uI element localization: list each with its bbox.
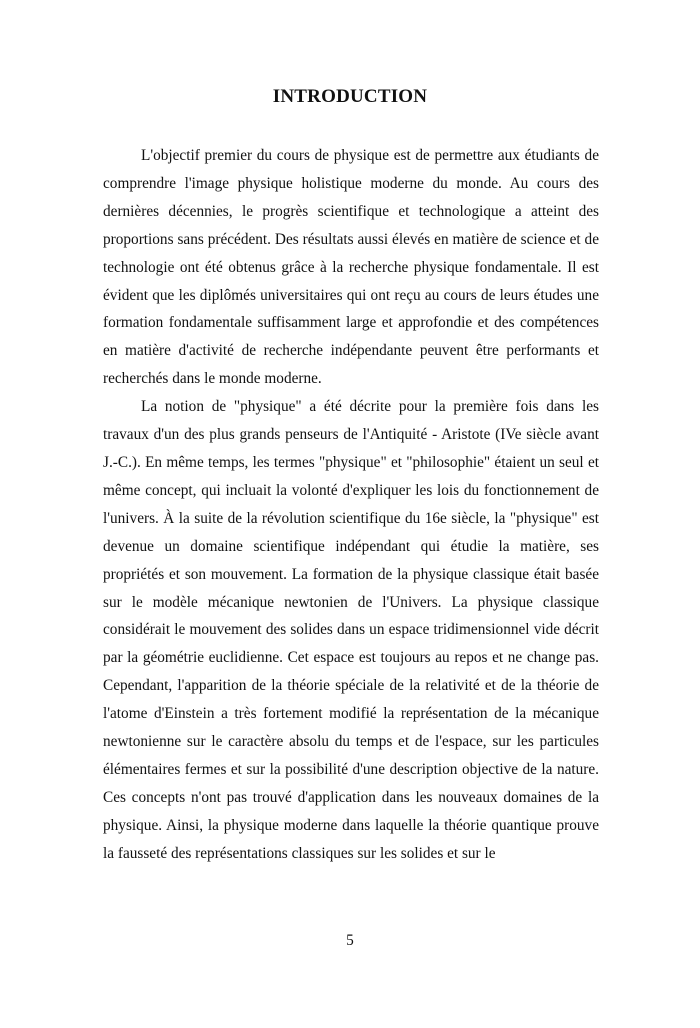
paragraph-1: L'objectif premier du cours de physique est de permettre aux étudiants de comprendre l'image physique holistique moderne du monde. Au cours des dernières décennies, le progrès scientifique et technologique a atteint des proportions sans précédent. Des résultats aussi élevés en matière de science et de technologie ont été obtenus grâce à la recherche physique fondamentale. Il est évident que les diplômés universitaires qui ont reçu au cours de leurs études une formation fondamentale suffisamment large et approfondie et des compétences en matière d'activité de recherche indépendante peuvent être performants et recherchés dans le monde moderne. bbox=[103, 147, 599, 388]
page-title: INTRODUCTION bbox=[272, 86, 428, 107]
body-text bbox=[103, 142, 599, 868]
paragraph-2: La notion de "physique" a été décrite pour la première fois dans les travaux d'un des plus grands penseurs de l'Antiquité - Aristote (IVe siècle avant J.-C.). En même temps, les termes "physique" et "philosophie" étaient un seul et même concept, qui incluait la volonté d'expliquer les lois du fonctionnement de l'univers. À la suite de la révolution scientifique du 16e siècle, la "physique" est devenue un domaine scientifique indépendant qui étudie la matière, ses propriétés et son mouvement. La formation de la physique classique était basée sur le modèle mécanique newtonien de l'Univers. La physique classique considérait le mouvement des solides dans un espace tridimensionnel vide décrit par la géométrie euclidienne. Cet espace est toujours au repos et ne change pas. Cependant, l'apparition de la théorie spéciale de la relativité et de la théorie de l'atome d'Einstein a très fortement modifié la représentation de la mécanique newtonienne sur le caractère absolu du temps et de l'espace, sur les particules élémentaires fermes et sur la possibilité d'une description objective de la nature. Ces concepts n'ont pas trouvé d'application dans les nouveaux domaines de la physique. Ainsi, la physique moderne dans laquelle la théorie quantique prouve la fausseté des représentations classiques sur les solides et sur le bbox=[103, 398, 599, 862]
page-number: 5 bbox=[346, 932, 354, 949]
